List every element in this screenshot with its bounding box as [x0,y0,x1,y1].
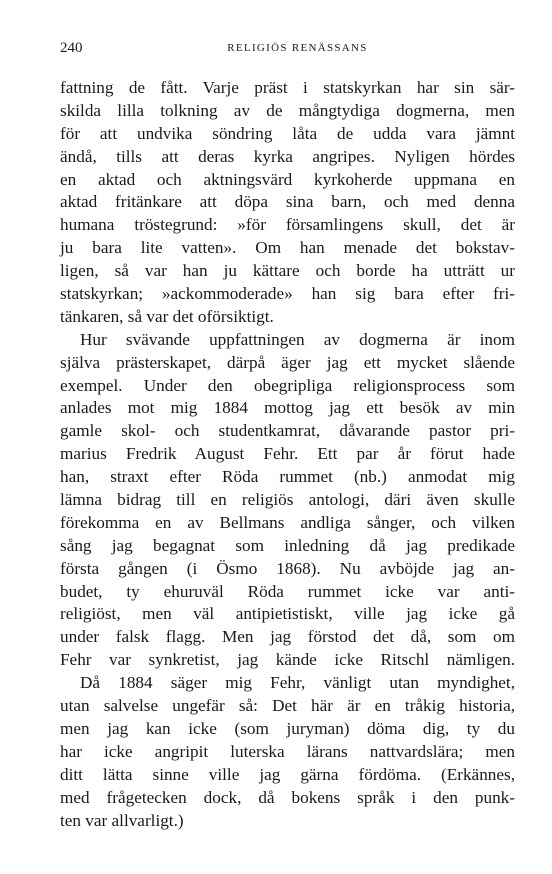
paragraph [60,672,515,832]
text-line: tänkaren, så var det oförsiktigt. [60,306,274,326]
text-line: ligen, så var han ju kättare och borde ha utträtt ur [60,261,515,281]
text-line: religiöst, men väl antipietistiskt, ville jag icke gå [60,604,515,624]
body-text [60,77,515,832]
text-line: för att undvika söndring låta de udda vara jämnt [60,123,515,143]
text-line: förekomma en av Bellmans andliga sånger, och vilken [60,512,515,532]
text-line: exempel. Under den obegripliga religionsprocess som [60,375,515,395]
running-head [60,40,515,60]
text-line: själva prästerskapet, därpå äger jag ett mycket slående [60,352,515,372]
running-title: RELIGIÖS RENÄSSANS [227,42,368,54]
page-number: 240 [60,40,83,56]
text-line: har icke angripit luterska lärans nattvardslära; men [60,741,515,761]
text-line: aktad fritänkare att döpa sina barn, och med denna [60,192,515,212]
text-line: första gången (i Ösmo 1868). Nu avböjde jag an- [60,558,515,578]
text-line: en aktad och aktningsvärd kyrkoherde uppmana en [60,169,515,189]
text-line: men jag kan icke (som juryman) döma dig, ty du [60,718,515,738]
text-line: fattning de fått. Varje präst i statskyrkan har sin sär- [60,78,515,97]
text-line: budet, ty ehuruväl Röda rummet icke var anti- [60,581,515,601]
text-line: ändå, tills att deras kyrka angripes. Nyligen hördes [60,146,515,166]
text-line: med frågetecken dock, då bokens språk i den punk- [60,787,515,807]
text-line: Då 1884 säger mig Fehr, vänligt utan myndighet, [80,673,515,693]
paragraph [60,77,515,329]
text-line: utan salvelse ungefär så: Det här är en tråkig historia, [60,696,515,716]
text-line: ditt lätta sinne ville jag gärna fördöma. (Erkännes, [60,764,515,784]
text-line: ju bara lite vatten». Om han menade det bokstav- [60,238,515,258]
text-line: humana tröstegrund: »för församlingens skull, det är [60,215,515,235]
text-line: gamle skol- och studentkamrat, dåvarande pastor pri- [60,421,515,441]
text-line: ten var allvarligt.) [60,810,184,830]
paragraph [60,329,515,672]
text-line: sång jag begagnat som inledning då jag predikade [60,535,515,555]
text-line: anlades mot mig 1884 mottog jag ett besök av min [60,398,515,418]
text-line: Hur svävande uppfattningen av dogmerna är inom [80,329,515,349]
text-line: marius Fredrik August Fehr. Ett par år förut hade [60,444,515,464]
text-line: Fehr var synkretist, jag kände icke Ritschl nämligen. [60,650,515,670]
text-line: han, straxt efter Röda rummet (nb.) anmodat mig [60,467,515,487]
text-line: statskyrkan; »ackommoderade» han sig bara efter fri- [60,284,515,304]
text-line: lämna bidrag till en religiös antologi, däri även skulle [60,490,515,510]
text-line: under falsk flagg. Men jag förstod det då, som om [60,627,515,647]
text-line: skilda lilla tolkning av de mångtydiga dogmerna, men [60,100,515,120]
